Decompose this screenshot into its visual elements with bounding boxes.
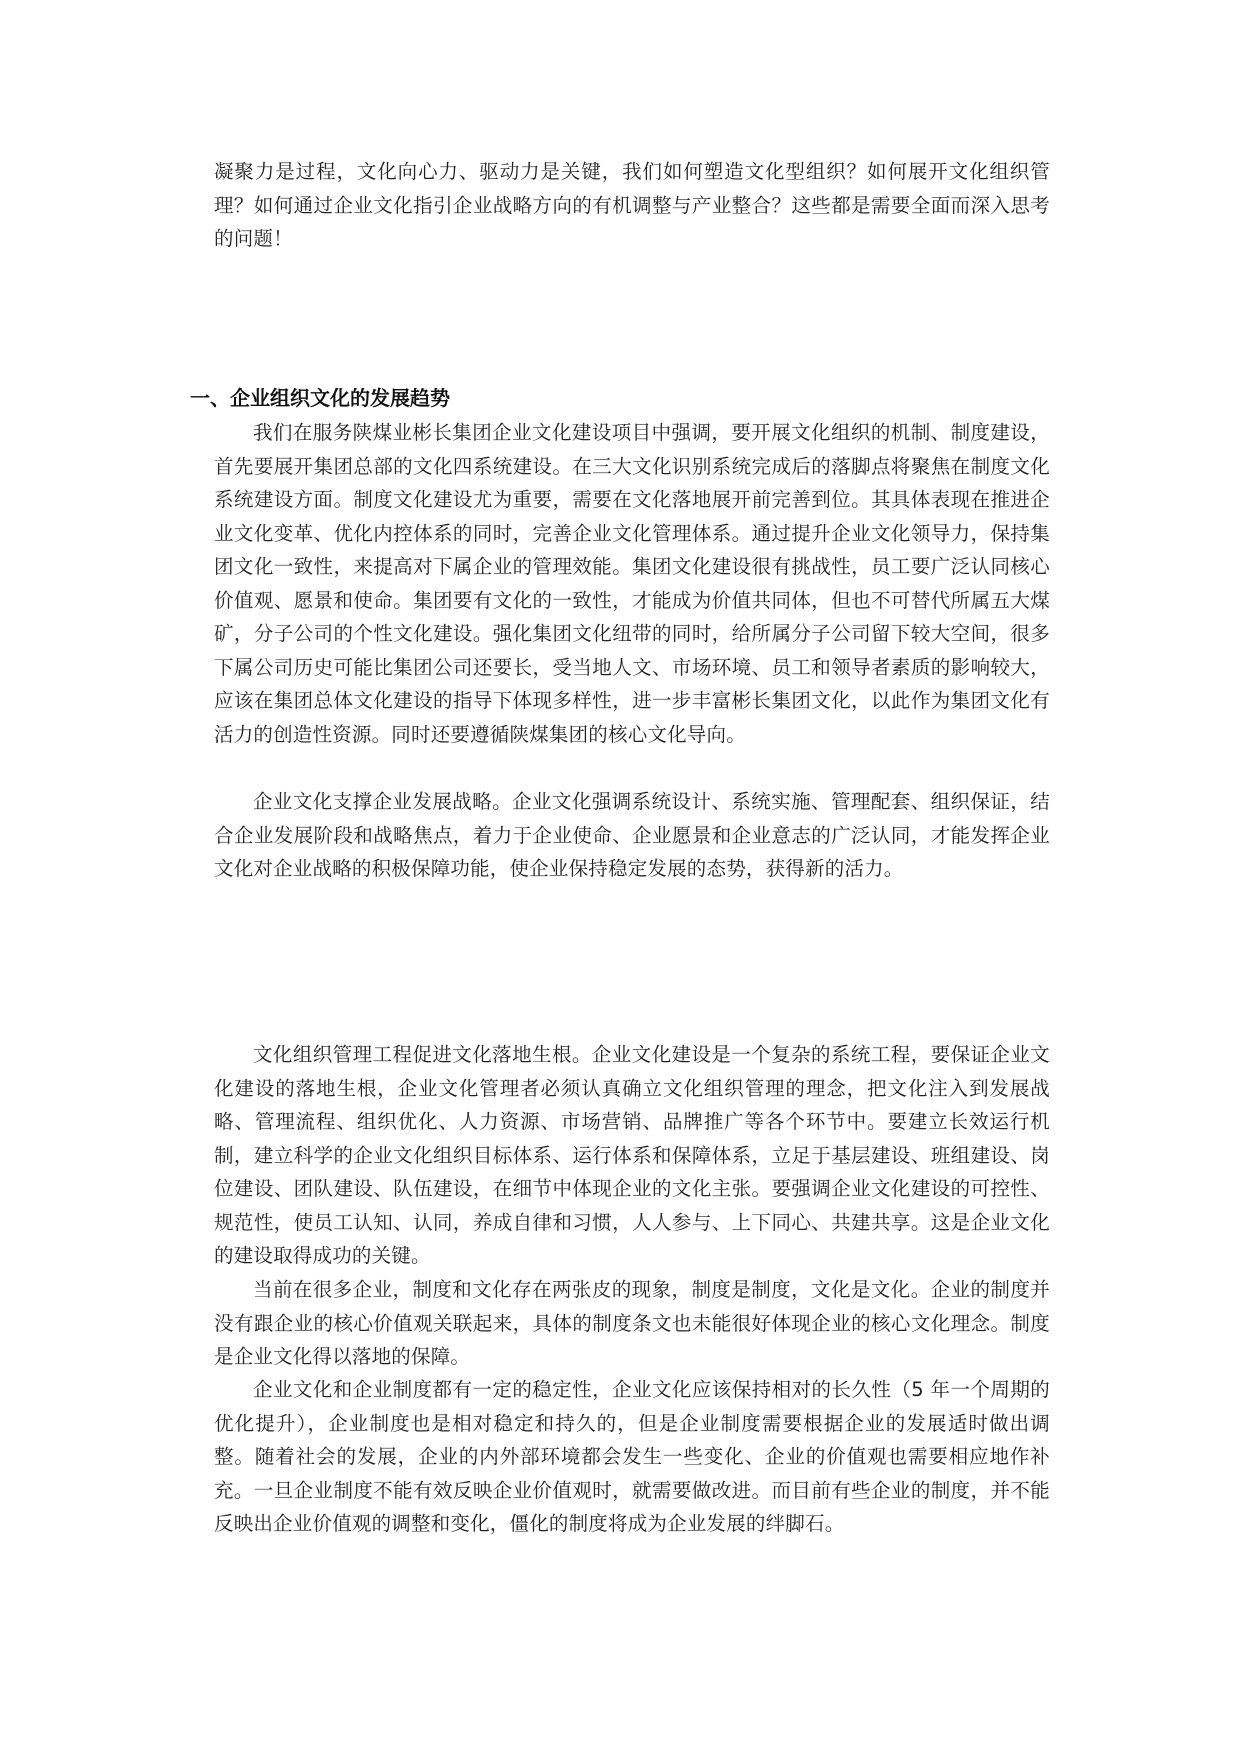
- intro-paragraph: 凝聚力是过程，文化向心力、驱动力是关键，我们如何塑造文化型组织？如何展开文化组织管理？如何通过企业文化指引企业战略方向的有机调整与产业整合？这些都是需要全面而深入思考的问题！: [214, 160, 1050, 250]
- section1-paragraph-1: 我们在服务陕煤业彬长集团企业文化建设项目中强调，要开展文化组织的机制、制度建设，首先要展开集团总部的文化四系统建设。在三大文化识别系统完成后的落脚点将聚焦在制度文化系统建设方面。制度文化建设尤为重要，需要在文化落地展开前完善到位。其具体表现在推进企业文化变革、优化内控体系的同时，完善企业文化管理体系。通过提升企业文化领导力，保持集团文化一致性，来提高对下属企业的管理效能。集团文化建设很有挑战性，员工要广泛认同核心价值观、愿景和使命。集团要有文化的一致性，才能成为价值共同体，但也不可替代所属五大煤矿，分子公司的个性文化建设。强化集团文化纽带的同时，给所属分子公司留下较大空间，很多下属公司历史可能比集团公司还要长，受当地人文、市场环境、员工和领导者素质的影响较大，应该在集团总体文化建设的指导下体现多样性，进一步丰富彬长集团文化，以此作为集团文化有活力的创造性资源。同时还要遵循陕煤集团的核心文化导向。: [214, 421, 1050, 746]
- section2-paragraph-3: 企业文化和企业制度都有一定的稳定性，企业文化应该保持相对的长久性（5 年一个周期的优化提升），企业制度也是相对稳定和持久的，但是企业制度需要根据企业的发展适时做出调整。随着社会的发展，企业的内外部环境都会发生一些变化、企业的价值观也需要相应地作补充。一旦企业制度不能有效反映企业价值观时，就需要做改进。而目前有些企业的制度，并不能反映出企业价值观的调整和变化，僵化的制度将成为企业发展的绊脚石。: [214, 1378, 1050, 1535]
- section2-paragraph-2: 当前在很多企业，制度和文化存在两张皮的现象，制度是制度，文化是文化。企业的制度并没有跟企业的核心价值观关联起来，具体的制度条文也未能很好体现企业的核心文化理念。制度是企业文化得以落地的保障。: [214, 1278, 1050, 1368]
- section1-paragraph-2: 企业文化支撑企业发展战略。企业文化强调系统设计、系统实施、管理配套、组织保证，结合企业发展阶段和战略焦点，着力于企业使命、企业愿景和企业意志的广泛认同，才能发挥企业文化对企业战略的积极保障功能，使企业保持稳定发展的态势，获得新的活力。: [214, 790, 1050, 880]
- section2-paragraph-1: 文化组织管理工程促进文化落地生根。企业文化建设是一个复杂的系统工程，要保证企业文化建设的落地生根，企业文化管理者必须认真确立文化组织管理的理念，把文化注入到发展战略、管理流程、组织优化、人力资源、市场营销、品牌推广等各个环节中。要建立长效运行机制，建立科学的企业文化组织目标体系、运行体系和保障体系，立足于基层建设、班组建设、岗位建设、团队建设、队伍建设，在细节中体现企业的文化主张。要强调企业文化建设的可控性、规范性，使员工认知、认同，养成自律和习惯，人人参与、上下同心、共建共享。这是企业文化的建设取得成功的关键。: [214, 1043, 1050, 1267]
- section-heading: 一、企业组织文化的发展趋势: [190, 386, 450, 410]
